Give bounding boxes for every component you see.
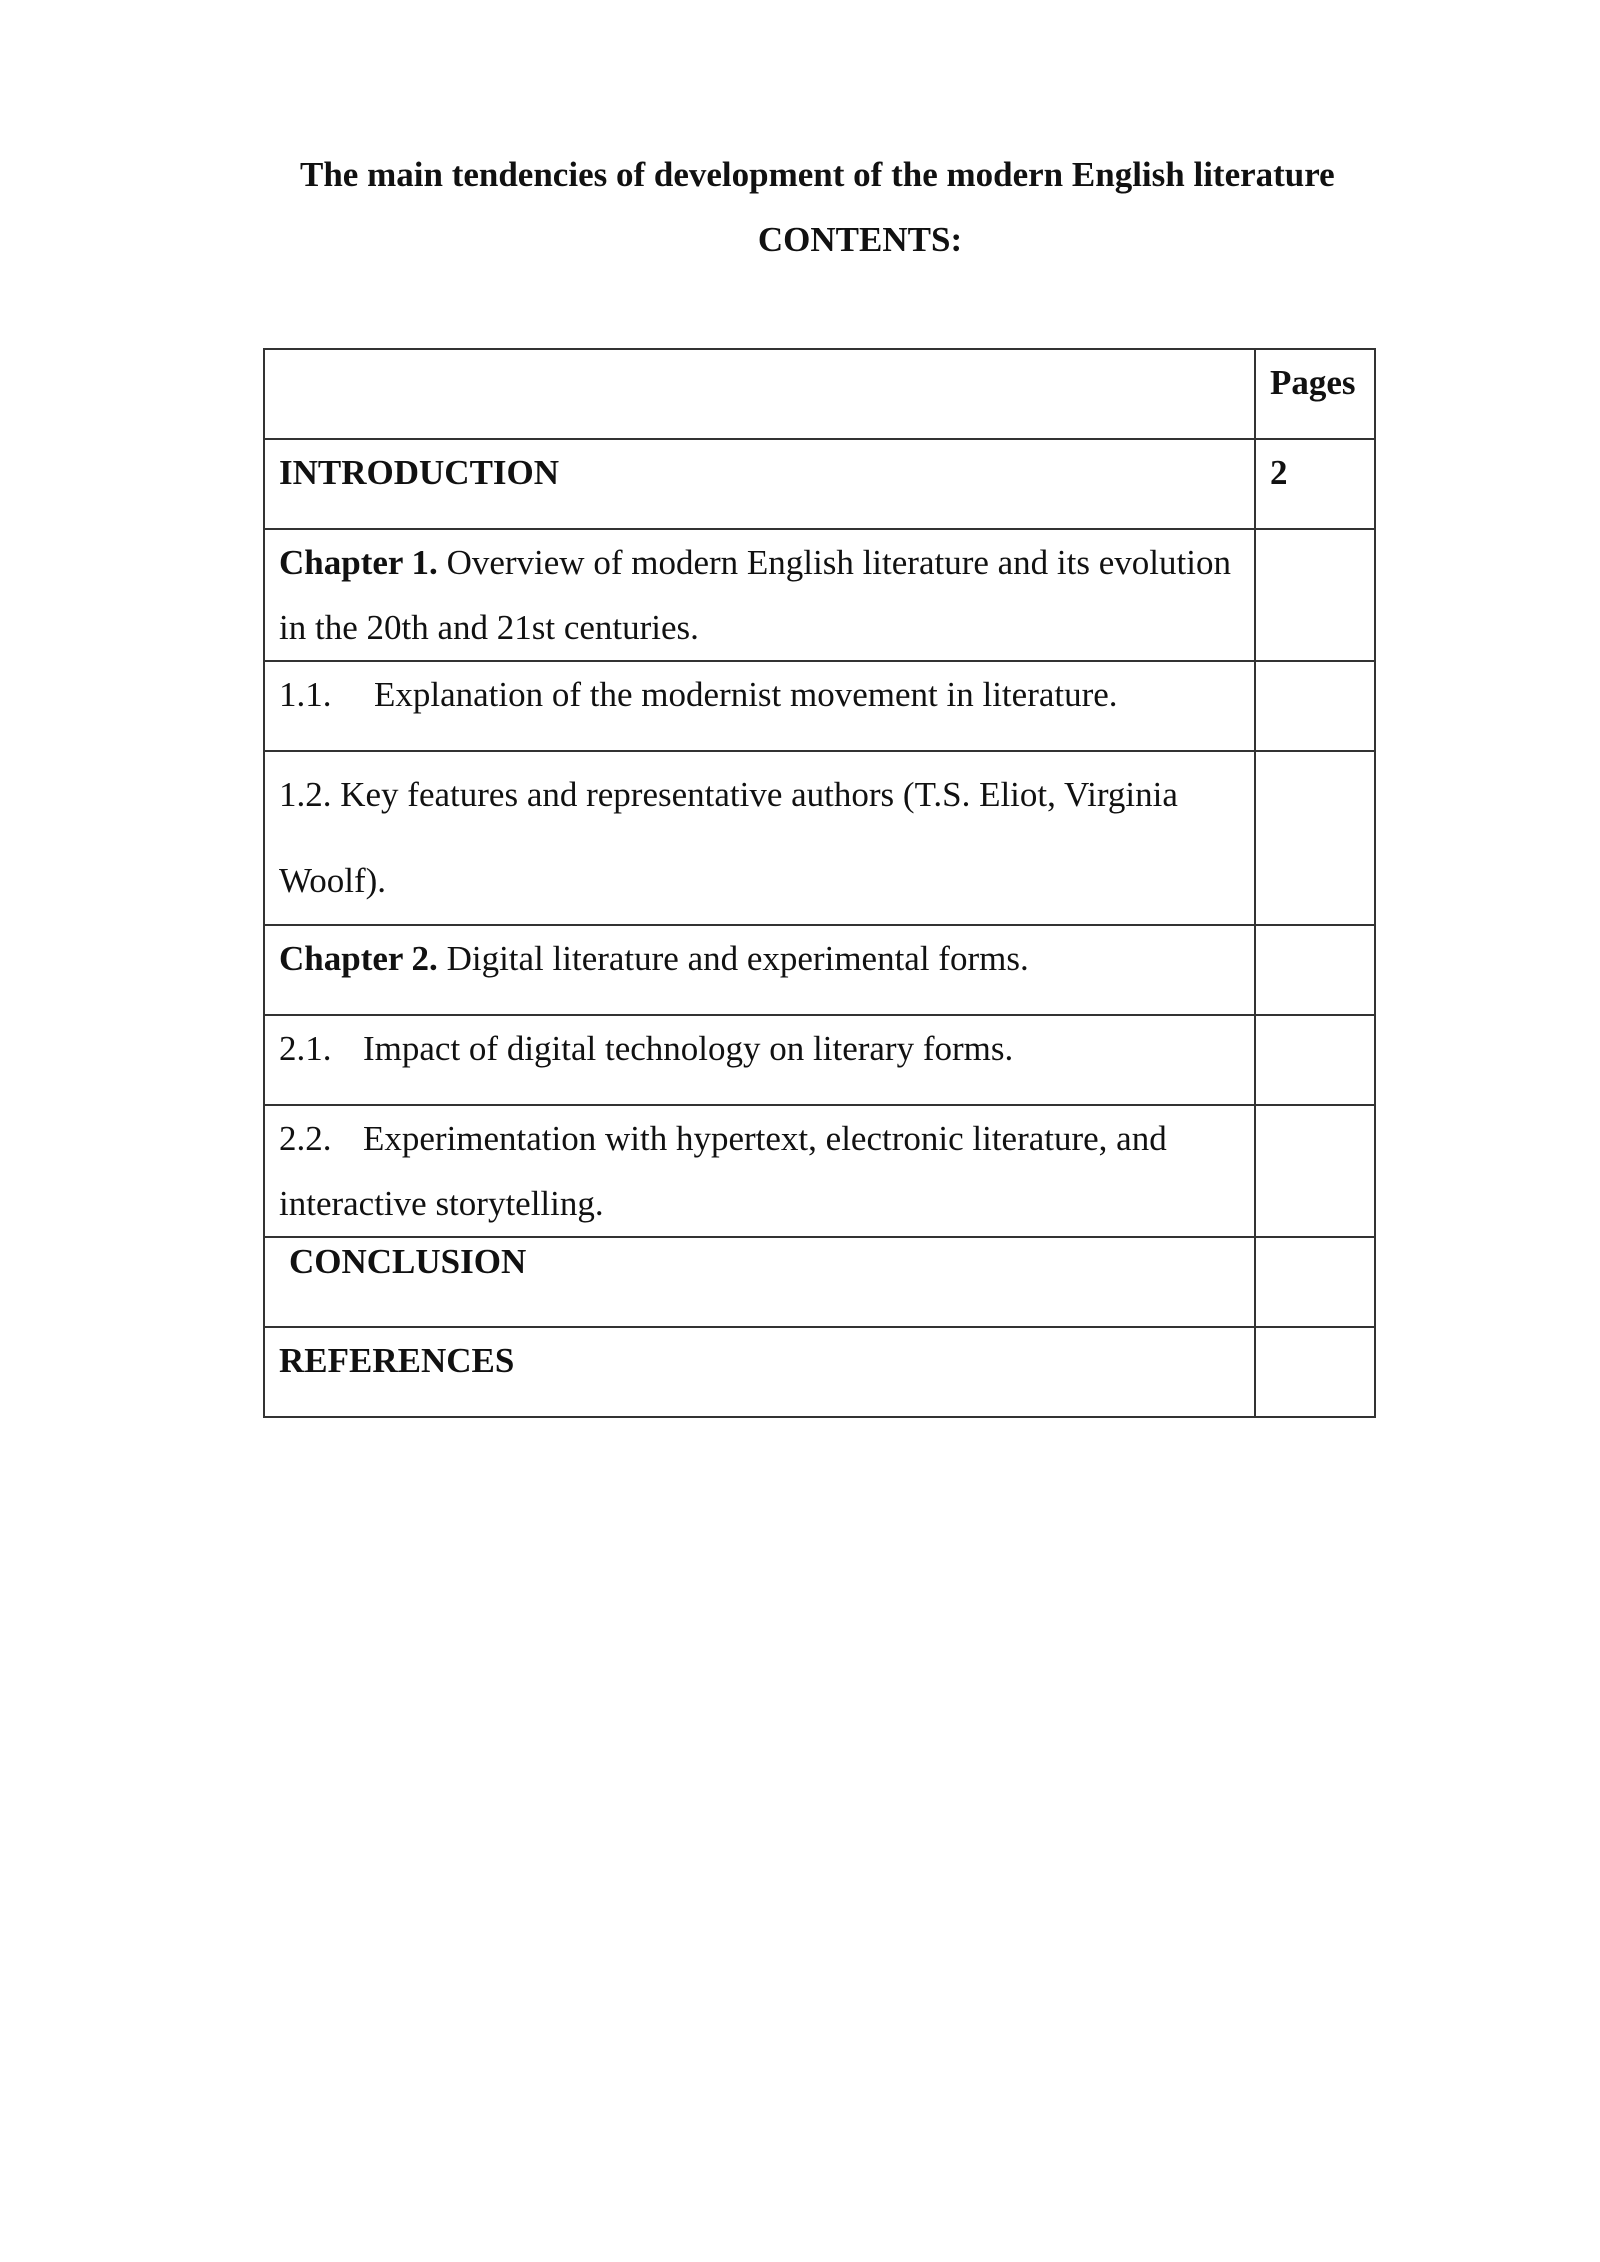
toc-row-section-1-1 <box>264 661 1375 751</box>
toc-row-section-1-2 <box>264 751 1375 925</box>
toc-entry <box>264 439 1255 529</box>
toc-entry-text: Explanation of the modernist movement in literature. <box>374 675 1118 714</box>
toc-page-number <box>1255 1327 1375 1417</box>
toc-page-number <box>1255 1237 1375 1327</box>
contents-heading: CONTENTS: <box>757 220 963 259</box>
toc-section-number: 2.2. <box>279 1119 332 1158</box>
toc-row-section-2-2 <box>264 1105 1375 1237</box>
contents-table <box>263 348 1376 1418</box>
toc-entry <box>264 1327 1255 1417</box>
toc-page-number <box>1255 661 1375 751</box>
toc-entry-title: CONCLUSION <box>289 1242 527 1281</box>
toc-entry-text: Digital literature and experimental forms. <box>437 939 1029 978</box>
toc-entry <box>264 1015 1255 1105</box>
document-title: The main tendencies of development of the modern English literature <box>300 155 1335 194</box>
toc-entry-text: Overview of modern English literature and its evolution in the 20th and 21st centuries. <box>279 543 1231 647</box>
toc-page-number <box>1255 925 1375 1015</box>
toc-entry-chapter-label: Chapter 2. <box>279 939 438 978</box>
toc-page-number <box>1255 1015 1375 1105</box>
toc-row-introduction <box>264 439 1375 529</box>
toc-entry <box>264 925 1255 1015</box>
toc-page-number: 2 <box>1255 439 1375 529</box>
table-header-row <box>264 349 1375 439</box>
toc-entry <box>264 529 1255 661</box>
toc-row-chapter-2 <box>264 925 1375 1015</box>
toc-section-number: 2.1. <box>279 1029 332 1068</box>
toc-page-number <box>1255 529 1375 661</box>
toc-page-number <box>1255 1105 1375 1237</box>
toc-page-number <box>1255 751 1375 925</box>
pages-column-header: Pages <box>1255 349 1375 439</box>
toc-entry <box>264 661 1255 751</box>
toc-row-section-2-1 <box>264 1015 1375 1105</box>
toc-row-conclusion <box>264 1237 1375 1327</box>
toc-entry <box>264 1105 1255 1237</box>
toc-entry-title: REFERENCES <box>279 1341 515 1380</box>
toc-entry <box>264 751 1255 925</box>
toc-entry-title: INTRODUCTION <box>279 453 560 492</box>
toc-entry-text: 1.2. Key features and representative authors (T.S. Eliot, Virginia Woolf). <box>279 775 1178 900</box>
toc-entry-text: Impact of digital technology on literary forms. <box>363 1029 1014 1068</box>
toc-row-chapter-1 <box>264 529 1375 661</box>
toc-section-number: 1.1. <box>279 675 332 714</box>
toc-entry <box>264 1237 1255 1327</box>
toc-entry-chapter-label: Chapter 1. <box>279 543 438 582</box>
toc-row-references <box>264 1327 1375 1417</box>
header-blank-cell <box>264 349 1255 439</box>
toc-entry-text: Experimentation with hypertext, electronic literature, and interactive storytelling. <box>279 1119 1167 1223</box>
